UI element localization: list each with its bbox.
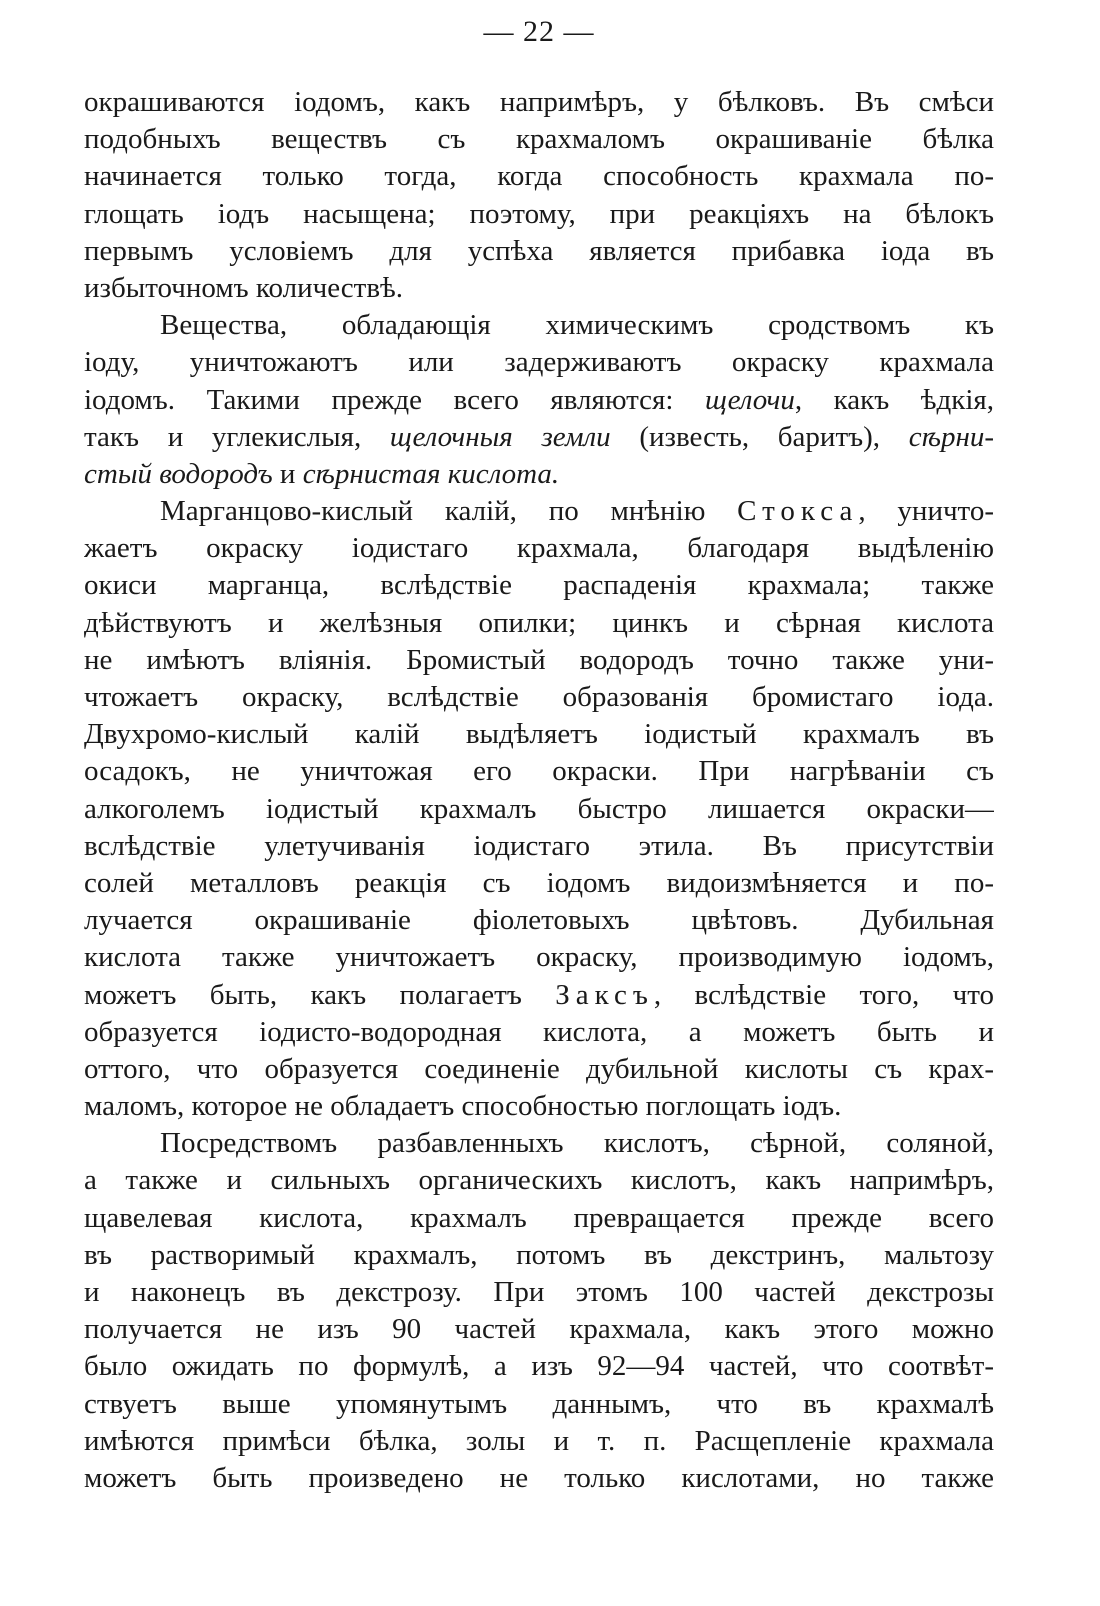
text-line	[84, 1051, 994, 1088]
text-line	[84, 84, 994, 121]
text-line	[84, 1423, 994, 1460]
text-segment: можетъ быть, какъ полагаетъ	[84, 978, 556, 1011]
spaced-name: Заксъ	[555, 978, 654, 1011]
italic-term: сѣрни-	[908, 420, 994, 453]
text-segment: щавелевая кислота, крахмалъ превращается прежде всего	[84, 1201, 994, 1234]
text-segment: первымъ условіемъ для успѣха является прибавка іода въ	[84, 234, 994, 267]
text-line	[84, 791, 994, 828]
text-segment: въ растворимый крахмалъ, потомъ въ декстринъ, мальтозу	[84, 1238, 994, 1271]
text-segment: , уничто-	[858, 495, 994, 528]
text-line	[84, 1386, 994, 1423]
text-segment: получается не изъ 90 частей крахмала, какъ этого можно	[84, 1313, 994, 1346]
text-segment: дѣйствуютъ и желѣзныя опилки; цинкъ и сѣрная кислота	[84, 606, 994, 639]
text-line	[84, 902, 994, 939]
italic-term: щелочныя земли	[389, 420, 611, 453]
text-segment: не имѣютъ вліянія. Бромистый водородъ точно также уни-	[84, 643, 994, 676]
text-line	[84, 642, 994, 679]
text-line	[84, 1200, 994, 1237]
text-line	[84, 1125, 994, 1162]
text-segment: и наконецъ въ декстрозу. При этомъ 100 частей декстрозы	[84, 1276, 994, 1308]
text-segment: Вещества, обладающія химическимъ сродствомъ къ	[160, 309, 994, 342]
text-segment: такъ и углекислыя,	[84, 420, 390, 453]
text-line	[84, 679, 994, 716]
text-line	[84, 828, 994, 865]
text-segment: , какъ ѣдкія,	[794, 383, 994, 416]
book-page	[84, 0, 994, 1606]
page-number: — 22 —	[483, 15, 595, 48]
text-segment: (известь, баритъ),	[610, 420, 909, 453]
text-segment: вслѣдствіе улетучиванія іодистаго этила. Въ присутствіи	[84, 829, 994, 862]
text-line	[84, 307, 994, 344]
text-segment: а также и сильныхъ органическихъ кислотъ, какъ напримѣръ,	[84, 1164, 994, 1197]
text-line	[84, 939, 994, 976]
italic-term: щелочи	[704, 383, 795, 416]
text-segment: образуется іодисто-водородная кислота, а можетъ быть и	[84, 1015, 994, 1048]
text-line	[84, 196, 994, 233]
text-line	[84, 1088, 994, 1125]
text-segment: іодомъ. Такими прежде всего являются:	[84, 383, 705, 416]
text-segment: осадокъ, не уничтожая его окраски. При нагрѣваніи съ	[84, 755, 994, 788]
text-line	[84, 456, 994, 493]
text-segment: солей металловъ реакція съ іодомъ видоизмѣняется и по-	[84, 866, 994, 899]
text-line	[84, 1348, 994, 1385]
text-segment: , вслѣдствіе того, что	[653, 978, 994, 1011]
text-line	[84, 567, 994, 604]
text-line	[84, 419, 994, 456]
text-line	[84, 1014, 994, 1051]
text-segment: Марганцово-кислый калій, по мнѣнію	[160, 495, 738, 528]
text-line	[84, 121, 994, 158]
italic-term: стый водородъ	[84, 457, 273, 490]
text-segment: маломъ, которое не обладаетъ способностью поглощать іодъ.	[84, 1090, 842, 1123]
text-segment: избыточномъ количествѣ.	[84, 271, 404, 304]
spaced-name: Стокса	[737, 495, 859, 528]
text-segment: кислота также уничтожаетъ окраску, производимую іодомъ,	[84, 941, 994, 974]
text-line	[84, 753, 994, 790]
text-segment: лучается окрашиваніе фіолетовыхъ цвѣтовъ. Дубильная	[84, 904, 994, 937]
text-line	[84, 158, 994, 195]
text-line	[84, 605, 994, 642]
text-segment: подобныхъ веществъ съ крахмаломъ окрашиваніе бѣлка	[84, 123, 994, 156]
text-segment: ствуетъ выше упомянутымъ даннымъ, что въ крахмалѣ	[84, 1387, 994, 1420]
text-line	[84, 1311, 994, 1348]
text-segment: іоду, уничтожаютъ или задерживаютъ окраску крахмала	[84, 346, 994, 379]
text-segment: чтожаетъ окраску, вслѣдствіе образованія бромистаго іода.	[84, 681, 994, 713]
text-segment: Посредствомъ разбавленныхъ кислотъ, сѣрной, соляной,	[160, 1127, 994, 1160]
text-line	[84, 865, 994, 902]
text-segment: алкоголемъ іодистый крахмалъ быстро лишается окраски—	[84, 792, 994, 825]
text-line	[84, 1237, 994, 1274]
text-line	[84, 977, 994, 1014]
text-segment: начинается только тогда, когда способность крахмала по-	[84, 160, 994, 193]
text-segment: можетъ быть произведено не только кислотами, но также	[84, 1461, 994, 1494]
text-line	[84, 1460, 994, 1497]
text-segment: и	[272, 457, 303, 490]
italic-term: сѣрнистая кислота.	[302, 457, 560, 490]
body-text	[84, 84, 994, 1497]
text-segment: было ожидать по формулѣ, а изъ 92—94 частей, что соотвѣт-	[84, 1350, 994, 1383]
text-line	[84, 1162, 994, 1199]
text-segment: жаетъ окраску іодистаго крахмала, благодаря выдѣленію	[84, 532, 994, 565]
text-line	[84, 382, 994, 419]
text-segment: окиси марганца, вслѣдствіе распаденія крахмала; также	[84, 569, 994, 602]
text-line	[84, 1274, 994, 1311]
text-line	[84, 344, 994, 381]
text-line	[84, 530, 994, 567]
text-segment: Двухромо-кислый калій выдѣляетъ іодистый крахмалъ въ	[84, 718, 994, 751]
text-line	[84, 270, 994, 307]
text-segment: оттого, что образуется соединеніе дубильной кислоты съ крах-	[84, 1052, 994, 1085]
text-segment: окрашиваются іодомъ, какъ напримѣръ, у бѣлковъ. Въ смѣси	[84, 86, 994, 118]
text-segment: имѣются примѣси бѣлка, золы и т. п. Расщепленіе крахмала	[84, 1424, 994, 1457]
text-segment: глощать іодъ насыщена; поэтому, при реакціяхъ на бѣлокъ	[84, 197, 994, 230]
text-line	[84, 716, 994, 753]
text-line	[84, 233, 994, 270]
text-line	[84, 493, 994, 530]
